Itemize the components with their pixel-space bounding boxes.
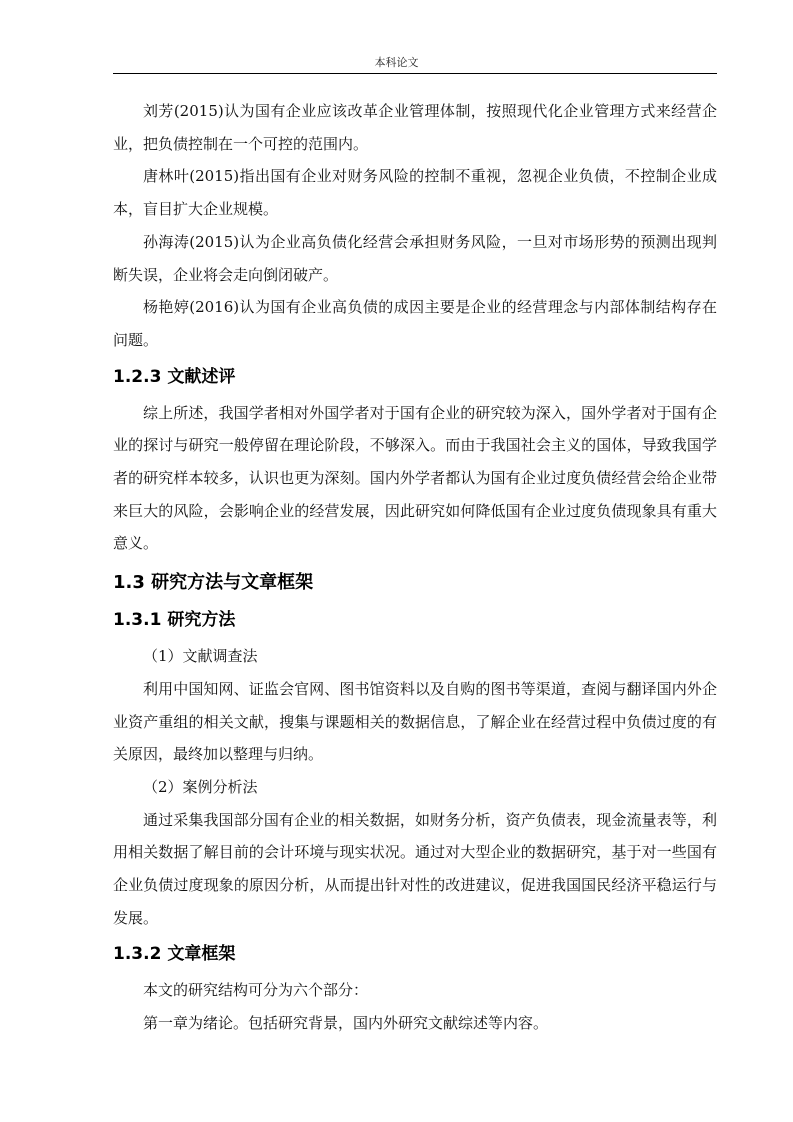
section-heading-1-3-1: 1.3.1 研究方法	[113, 610, 236, 631]
paragraph: 本文的研究结构可分为六个部分：	[143, 981, 369, 1000]
section-heading-1-3-2: 1.3.2 文章框架	[113, 944, 236, 965]
paragraph: 通过采集我国部分国有企业的相关数据，如财务分析，资产负债表，现金流量表等，利用相关数据了解目前的会计环境与现实状况。通过对大型企业的数据研究，基于对一些国有企业负债过度现象的原因分析，从而提出针对性的改进建议，促进我国国民经济平稳运行与发展。	[113, 810, 717, 927]
paragraph: 综上所述，我国学者相对外国学者对于国有企业的研究较为深入，国外学者对于国有企业的探讨与研究一般停留在理论阶段，不够深入。而由于我国社会主义的国体，导致我国学者的研究样本较多，认识也更为深刻。国内外学者都认为国有企业过度负债经营会给企业带来巨大的风险，会影响企业的经营发展，因此研究如何降低国有企业过度负债现象具有重大意义。	[113, 403, 717, 553]
list-item: （2）案例分析法	[143, 777, 258, 796]
header-divider	[113, 73, 717, 74]
section-heading-1-3: 1.3 研究方法与文章框架	[113, 572, 314, 594]
body-text	[113, 95, 717, 1040]
paragraph: 杨艳婷(2016)认为国有企业高负债的成因主要是企业的经营理念与内部体制结构存在问题。	[113, 298, 717, 349]
paragraph: 第一章为绪论。包括研究背景，国内外研究文献综述等内容。	[143, 1014, 549, 1033]
list-item: （1）文献调查法	[143, 647, 258, 666]
running-header: 本科论文	[374, 56, 419, 69]
paragraph: 利用中国知网、证监会官网、图书馆资料以及自购的图书等渠道，查阅与翻译国内外企业资产重组的相关文献，搜集与课题相关的数据信息，了解企业在经营过程中负债过度的有关原因，最终加以整理与归纳。	[113, 679, 717, 764]
section-heading-1-2-3: 1.2.3 文献述评	[113, 366, 236, 387]
paragraph: 唐林叶(2015)指出国有企业对财务风险的控制不重视，忽视企业负债，不控制企业成本，盲目扩大企业规模。	[113, 167, 717, 219]
paragraph: 孙海涛(2015)认为企业高负债化经营会承担财务风险，一旦对市场形势的预测出现判断失误，企业将会走向倒闭破产。	[113, 232, 717, 284]
paragraph: 刘芳(2015)认为国有企业应该改革企业管理体制，按照现代化企业管理方式来经营企业，把负债控制在一个可控的范围内。	[113, 102, 717, 153]
